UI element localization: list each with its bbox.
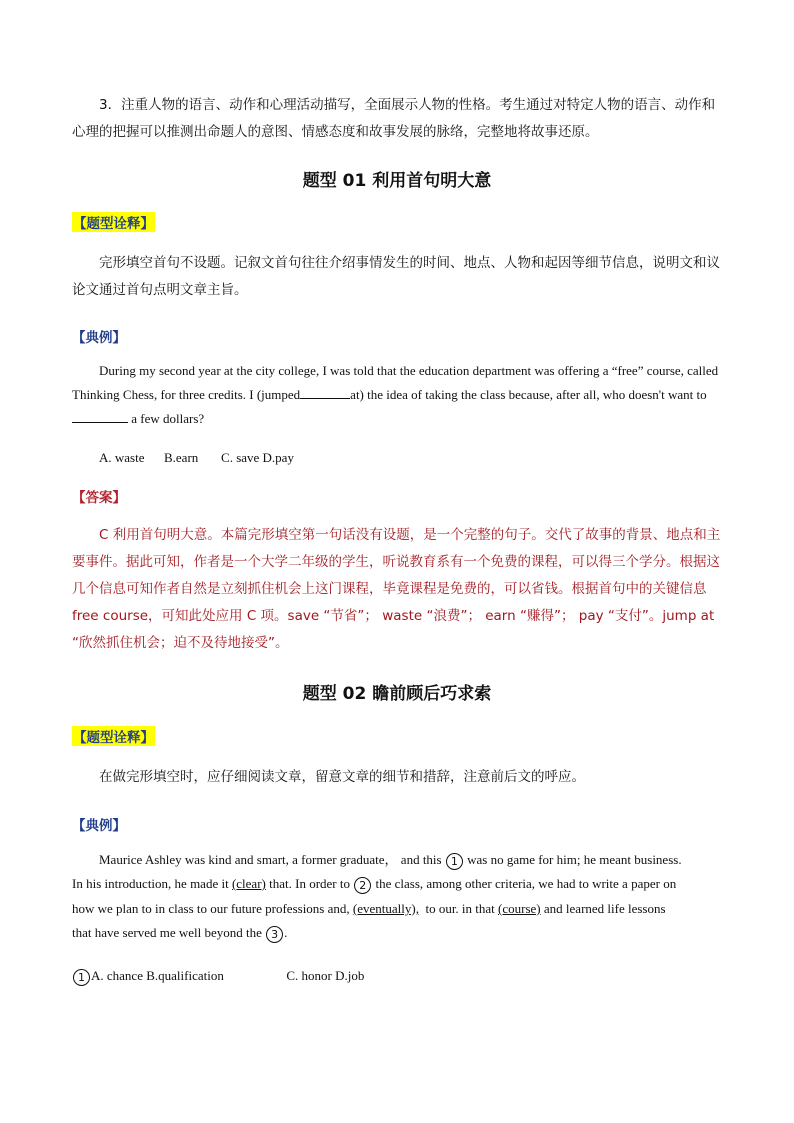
example-line4-text-b: .: [284, 925, 288, 940]
word-clear: (clear): [231, 876, 266, 891]
example-text-part2: at) the idea of taking the class because, after all, who doesn't want to: [350, 387, 707, 402]
example-line3-text-b: to our. in that: [418, 901, 499, 916]
example-line4-text-a: that have served me well beyond the: [72, 925, 266, 940]
answer-blank-1: [300, 386, 350, 399]
section2-example-line4: [72, 925, 287, 943]
answer-blank-2: [72, 410, 128, 423]
section1-explain-label: 【题型诠释】: [72, 212, 155, 232]
example-line1-text-a: Maurice Ashley was kind and smart, a former graduate， and this: [99, 852, 442, 867]
question-number-1: 1: [73, 969, 90, 986]
example-line3-text-a: how we plan to in class to our future professions and,: [72, 901, 353, 916]
blank-number-3: 3: [266, 926, 283, 943]
section1-explain-text: 完形填空首句不设题。记叙文首句往往介绍事情发生的时间、地点、人物和起因等细节信息，说明文和议论文通过首句点明文章主旨。: [72, 255, 720, 298]
blank-number-1: 1: [446, 853, 463, 870]
section2-example-line1: [99, 849, 682, 870]
section1-answer-label: 【答案】: [72, 490, 126, 506]
section1-title: 题型 01 利用首句明大意: [302, 171, 492, 191]
section2-example-line3: [72, 901, 666, 917]
blank-number-2: 2: [354, 877, 371, 894]
example-line2-text-a: In his introduction, he made it: [72, 876, 232, 891]
example-line2-text-b: that. In order to: [265, 876, 354, 891]
section1-options: A. waste B.earn C. save D.pay: [99, 450, 294, 465]
section1-example-text: [72, 359, 724, 431]
section1-example-label: 【典例】: [72, 330, 126, 346]
word-course: (course): [498, 901, 541, 916]
word-eventually: (eventually),: [352, 901, 419, 916]
intro-point-3: 3．注重人物的语言、动作和心理活动描写，全面展示人物的性格。考生通过对特定人物的语言、动作和心理的把握可以推测出命题人的意图、情感态度和故事发展的脉络，完整地将故事还原。: [72, 97, 716, 140]
example-line1-text-b: was no game for him; he meant business.: [467, 852, 682, 867]
section2-explain-label: 【题型诠释】: [72, 726, 155, 746]
section2-explain-text: 在做完形填空时，应仔细阅读文章，留意文章的细节和措辞，注意前后文的呼应。: [99, 769, 585, 785]
section2-question1-options: [72, 968, 364, 986]
section2-example-line2: [72, 876, 676, 894]
section2-title: 题型 02 瞻前顾后巧求索: [302, 684, 492, 704]
example-text-part3: a few dollars?: [128, 411, 205, 426]
section2-example-label: 【典例】: [72, 818, 126, 834]
example-text-part1: During my second year at the city college, I was told that the education department was offering a “free” course, called Thinking Chess, for three credits. I (jumped: [72, 363, 719, 402]
q1-options-a: A. chance B.qualification: [91, 968, 224, 983]
example-line2-text-c: the class, among other criteria, we had to write a paper on: [372, 876, 677, 891]
section1-answer-text: C 利用首句明大意。本篇完形填空第一句话没有设题，是一个完整的句子。交代了故事的背景、地点和主要事件。据此可知，作者是一个大学二年级的学生，听说教育系有一个免费的课程，可以得三个学分。根据这几个信息可知作者自然是立刻抓住机会上这门课程，毕竟课程是免费的，可以省钱。根据首句中的关键信息 free course，可知此处应用 C 项。save “节省”； waste “浪费”； earn “赚得”； pay “支付”。jump at “欣然抓住机会；迫不及待地接受”。: [72, 527, 721, 651]
example-line3-text-c: and learned life lessons: [540, 901, 666, 916]
q1-options-b: C. honor D.job: [286, 968, 365, 983]
